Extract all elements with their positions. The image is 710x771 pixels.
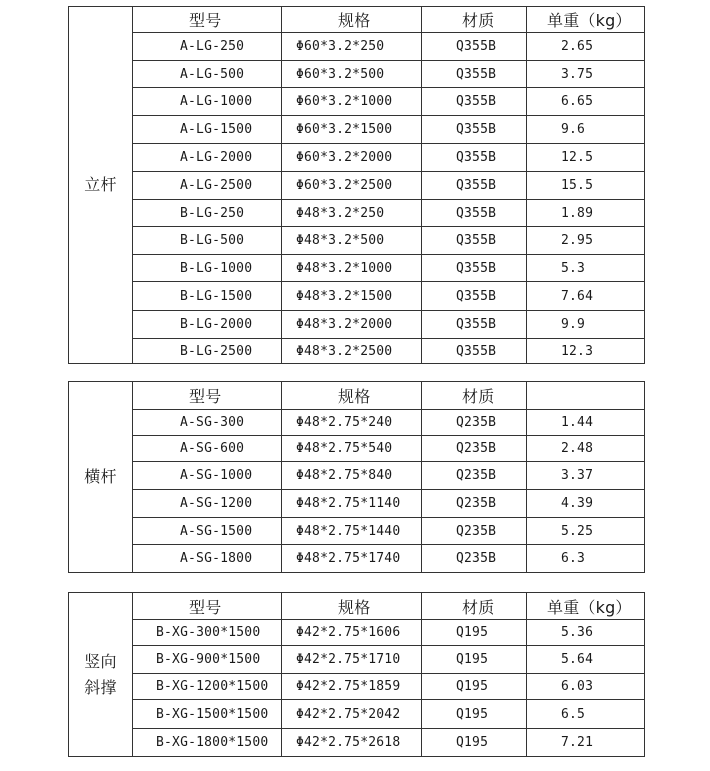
table-row	[69, 674, 645, 700]
cell-material: Q195	[422, 700, 527, 729]
cell-weight: 6.5	[527, 700, 645, 729]
cell-material: Q355B	[422, 61, 527, 88]
cell-material: Q355B	[422, 255, 527, 282]
header-model: 型号	[133, 7, 282, 33]
table-row	[69, 436, 645, 462]
cell-material: Q355B	[422, 144, 527, 172]
cell-spec: Φ48*3.2*2000	[282, 311, 422, 339]
cell-weight: 2.65	[527, 33, 645, 61]
cell-spec: Φ60*3.2*500	[282, 61, 422, 88]
table-row	[69, 227, 645, 255]
table-row	[69, 518, 645, 545]
cell-spec: Φ60*3.2*1500	[282, 116, 422, 144]
cell-weight: 5.25	[527, 518, 645, 545]
cell-weight: 1.89	[527, 200, 645, 227]
cell-material: Q355B	[422, 172, 527, 200]
table-upright-pole	[68, 6, 645, 364]
cell-model: A-SG-1200	[133, 490, 282, 518]
cell-spec: Φ48*3.2*250	[282, 200, 422, 227]
header-spec: 规格	[282, 7, 422, 33]
cell-weight: 3.37	[527, 462, 645, 490]
table-row	[69, 88, 645, 116]
cell-spec: Φ48*2.75*1140	[282, 490, 422, 518]
cell-weight: 3.75	[527, 61, 645, 88]
cell-model: A-LG-2500	[133, 172, 282, 200]
cell-material: Q235B	[422, 410, 527, 436]
cell-model: B-XG-1200*1500	[133, 674, 282, 700]
table-row	[69, 200, 645, 227]
cell-weight: 2.95	[527, 227, 645, 255]
cell-model: A-SG-1800	[133, 545, 282, 573]
cell-model: A-LG-250	[133, 33, 282, 61]
table-row	[69, 116, 645, 144]
table-row	[69, 33, 645, 61]
cell-material: Q195	[422, 620, 527, 646]
cell-model: A-SG-1000	[133, 462, 282, 490]
cell-model: A-SG-600	[133, 436, 282, 462]
table-row	[69, 700, 645, 729]
cell-spec: Φ48*3.2*1500	[282, 282, 422, 311]
cell-material: Q235B	[422, 545, 527, 573]
cell-material: Q355B	[422, 282, 527, 311]
cell-weight: 2.48	[527, 436, 645, 462]
cell-model: B-LG-250	[133, 200, 282, 227]
cell-spec: Φ48*3.2*2500	[282, 339, 422, 364]
cell-spec: Φ42*2.75*2042	[282, 700, 422, 729]
header-spec: 规格	[282, 382, 422, 410]
table-row	[69, 620, 645, 646]
header-material: 材质	[422, 593, 527, 620]
header-row	[69, 382, 645, 410]
header-weight	[527, 382, 645, 410]
cell-spec: Φ48*2.75*240	[282, 410, 422, 436]
cell-model: A-SG-300	[133, 410, 282, 436]
header-weight: 单重（kg）	[527, 593, 645, 620]
cell-model: A-LG-500	[133, 61, 282, 88]
table-row	[69, 255, 645, 282]
cell-spec: Φ42*2.75*1859	[282, 674, 422, 700]
cell-model: B-XG-900*1500	[133, 646, 282, 674]
cell-weight: 5.64	[527, 646, 645, 674]
cell-spec: Φ42*2.75*2618	[282, 729, 422, 757]
table-horizontal-bar	[68, 381, 645, 573]
cell-model: A-LG-2000	[133, 144, 282, 172]
header-weight: 单重（kg）	[527, 7, 645, 33]
cell-model: B-XG-300*1500	[133, 620, 282, 646]
header-material: 材质	[422, 382, 527, 410]
table-row	[69, 545, 645, 573]
cell-weight: 5.36	[527, 620, 645, 646]
cell-weight: 1.44	[527, 410, 645, 436]
table-row	[69, 311, 645, 339]
cell-spec: Φ60*3.2*2500	[282, 172, 422, 200]
cell-spec: Φ48*3.2*1000	[282, 255, 422, 282]
cell-model: A-LG-1000	[133, 88, 282, 116]
header-spec: 规格	[282, 593, 422, 620]
table-row	[69, 462, 645, 490]
cell-weight: 6.65	[527, 88, 645, 116]
cell-model: B-XG-1800*1500	[133, 729, 282, 757]
cell-spec: Φ48*2.75*1440	[282, 518, 422, 545]
cell-material: Q355B	[422, 88, 527, 116]
table-row	[69, 646, 645, 674]
table-row	[69, 172, 645, 200]
table-row	[69, 61, 645, 88]
header-material: 材质	[422, 7, 527, 33]
cell-spec: Φ48*2.75*1740	[282, 545, 422, 573]
cell-weight: 7.64	[527, 282, 645, 311]
cell-spec: Φ60*3.2*1000	[282, 88, 422, 116]
header-model: 型号	[133, 593, 282, 620]
cell-model: B-LG-2500	[133, 339, 282, 364]
cell-material: Q235B	[422, 518, 527, 545]
cell-weight: 9.6	[527, 116, 645, 144]
table-row	[69, 490, 645, 518]
cell-material: Q355B	[422, 116, 527, 144]
cell-spec: Φ60*3.2*250	[282, 33, 422, 61]
cell-weight: 4.39	[527, 490, 645, 518]
cell-model: B-XG-1500*1500	[133, 700, 282, 729]
category-label: 立杆	[69, 7, 133, 364]
cell-weight: 5.3	[527, 255, 645, 282]
cell-model: B-LG-2000	[133, 311, 282, 339]
cell-model: A-LG-1500	[133, 116, 282, 144]
cell-spec: Φ48*3.2*500	[282, 227, 422, 255]
cell-weight: 9.9	[527, 311, 645, 339]
cell-spec: Φ48*2.75*840	[282, 462, 422, 490]
cell-material: Q235B	[422, 490, 527, 518]
cell-material: Q355B	[422, 311, 527, 339]
header-row	[69, 593, 645, 620]
cell-material: Q195	[422, 646, 527, 674]
table-row	[69, 729, 645, 757]
table-row	[69, 282, 645, 311]
header-model: 型号	[133, 382, 282, 410]
table-row	[69, 144, 645, 172]
cell-material: Q235B	[422, 436, 527, 462]
table-row	[69, 410, 645, 436]
cell-weight: 12.5	[527, 144, 645, 172]
cell-model: A-SG-1500	[133, 518, 282, 545]
cell-material: Q235B	[422, 462, 527, 490]
cell-model: B-LG-1000	[133, 255, 282, 282]
category-label: 竖向 斜撑	[69, 593, 133, 757]
cell-spec: Φ48*2.75*540	[282, 436, 422, 462]
cell-weight: 6.03	[527, 674, 645, 700]
cell-material: Q195	[422, 729, 527, 757]
cell-material: Q355B	[422, 33, 527, 61]
cell-weight: 6.3	[527, 545, 645, 573]
cell-material: Q355B	[422, 339, 527, 364]
header-row	[69, 7, 645, 33]
cell-weight: 12.3	[527, 339, 645, 364]
cell-material: Q195	[422, 674, 527, 700]
cell-material: Q355B	[422, 227, 527, 255]
category-label: 横杆	[69, 382, 133, 573]
table-vertical-diagonal-brace	[68, 592, 645, 757]
cell-material: Q355B	[422, 200, 527, 227]
cell-spec: Φ60*3.2*2000	[282, 144, 422, 172]
cell-model: B-LG-1500	[133, 282, 282, 311]
cell-spec: Φ42*2.75*1710	[282, 646, 422, 674]
cell-weight: 15.5	[527, 172, 645, 200]
cell-spec: Φ42*2.75*1606	[282, 620, 422, 646]
cell-weight: 7.21	[527, 729, 645, 757]
table-row	[69, 339, 645, 364]
cell-model: B-LG-500	[133, 227, 282, 255]
